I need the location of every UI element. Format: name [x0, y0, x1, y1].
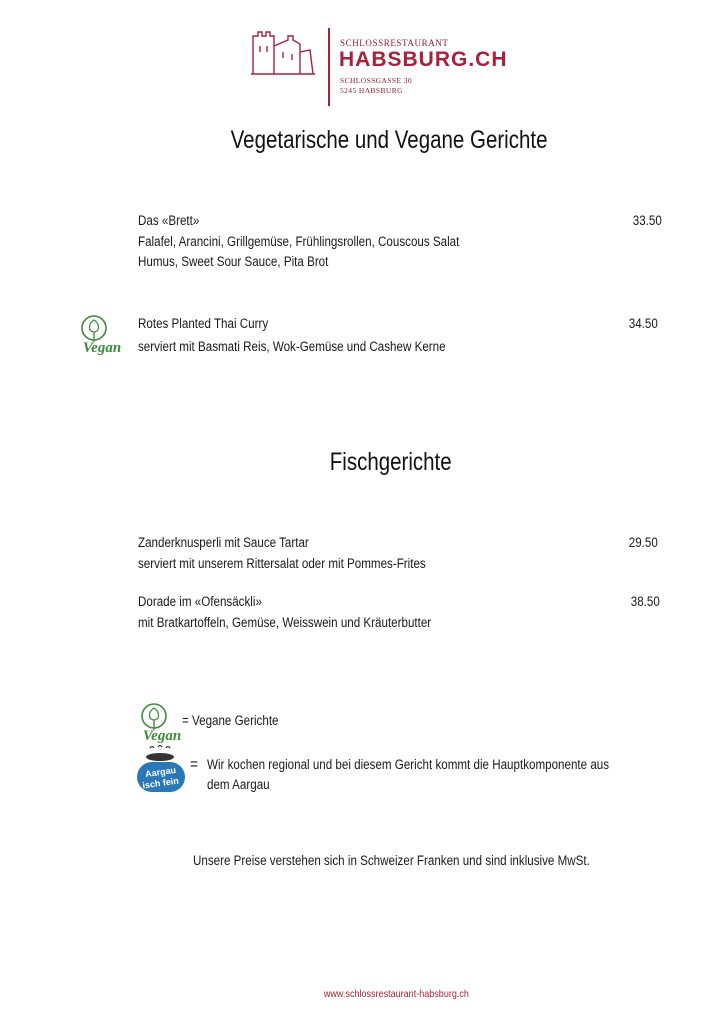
logo-subtitle: SCHLOSSRESTAURANT: [340, 38, 449, 48]
dish-price: 38.50: [630, 594, 660, 609]
section-title-vegetarian: Vegetarische und Vegane Gerichte: [230, 126, 548, 154]
dish-description: mit Bratkartoffeln, Gemüse, Weisswein und Kräuterbutter: [138, 615, 432, 630]
dish-name: Das «Brett»: [138, 213, 200, 228]
address-line-1: SCHLOSSGASSE 30: [340, 76, 413, 85]
vegan-label-icon: [74, 312, 130, 356]
aargau-legend-text: Wir kochen regional und bei diesem Gericht kommt die Hauptkomponente aus: [207, 757, 610, 772]
logo-title: HABSBURG.CH: [339, 48, 508, 71]
dish-description: serviert mit unserem Rittersalat oder mit Pommes-Frites: [138, 556, 426, 571]
aargau-badge-line-1: Aargau: [144, 764, 177, 780]
section-title-fish: Fischgerichte: [329, 448, 452, 476]
logo-divider: [328, 28, 330, 106]
price-note: Unsere Preise verstehen sich in Schweizer Franken und sind inklusive MwSt.: [193, 853, 590, 868]
dish-price: 33.50: [632, 213, 662, 228]
dish-description: Falafel, Arancini, Grillgemüse, Frühlingsrollen, Couscous Salat: [138, 234, 460, 249]
vegan-legend-badge-text: Vegan: [142, 728, 182, 744]
address-line-2: 5245 HABSBURG: [340, 86, 403, 95]
dish-description: Humus, Sweet Sour Sauce, Pita Brot: [138, 254, 329, 269]
aargau-label-icon: [132, 744, 190, 796]
dish-price: 29.50: [628, 535, 658, 550]
castle-logo-icon: [250, 26, 316, 76]
dish-description: serviert mit Basmati Reis, Wok-Gemüse und Cashew Kerne: [138, 339, 446, 354]
website-link[interactable]: www.schlossrestaurant-habsburg.ch: [323, 988, 469, 1000]
aargau-legend-text: dem Aargau: [207, 777, 270, 792]
aargau-equals: =: [190, 756, 199, 773]
dish-price: 34.50: [628, 316, 658, 331]
dish-name: Dorade im «Ofensäckli»: [138, 594, 262, 609]
aargau-badge-line-2: isch fein: [141, 775, 180, 791]
vegan-badge-text: Vegan: [82, 340, 122, 356]
dish-name: Rotes Planted Thai Curry: [138, 316, 269, 331]
logo-address: [340, 76, 412, 96]
vegan-legend-text: = Vegane Gerichte: [182, 713, 279, 728]
dish-name: Zanderknusperli mit Sauce Tartar: [138, 535, 309, 550]
